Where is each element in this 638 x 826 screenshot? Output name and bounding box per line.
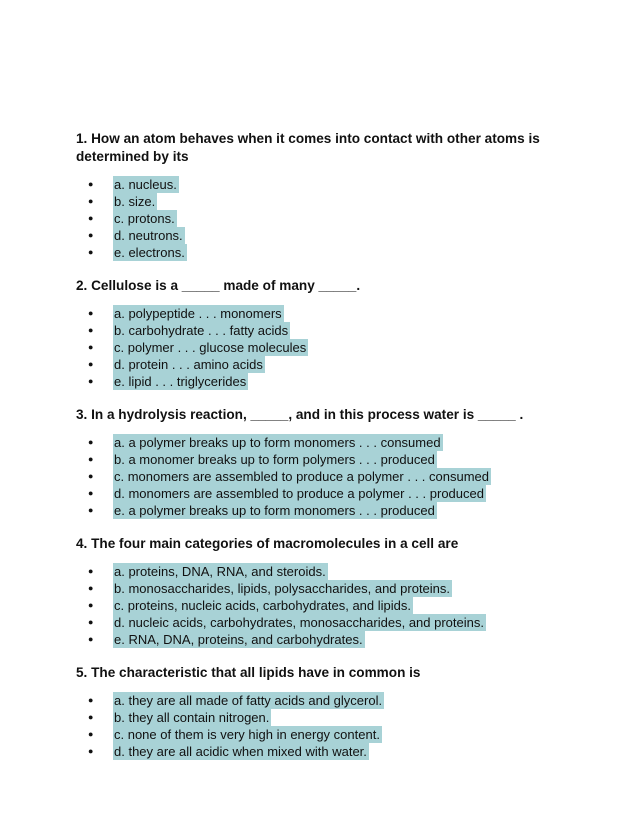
option-text: b. a monomer breaks up to form polymers . . . produced	[114, 452, 435, 467]
option-item	[88, 373, 606, 390]
question-text: 2. Cellulose is a _____ made of many _____.	[76, 278, 361, 293]
option-text: e. RNA, DNA, proteins, and carbohydrates.	[114, 632, 363, 647]
option-text: c. monomers are assembled to produce a polymer . . . consumed	[114, 469, 490, 484]
question-5	[76, 664, 606, 760]
option-text: c. polymer . . . glucose molecules	[114, 340, 307, 355]
option-item	[88, 176, 606, 193]
bullet-icon: ●	[88, 471, 94, 481]
option-item	[88, 631, 606, 648]
option-text: b. size.	[114, 194, 156, 209]
bullet-icon: ●	[88, 454, 94, 464]
bullet-icon: ●	[88, 617, 94, 627]
bullet-icon: ●	[88, 729, 94, 739]
question-1	[76, 130, 606, 261]
bullet-icon: ●	[88, 488, 94, 498]
option-list	[76, 434, 606, 519]
option-text: e. electrons.	[114, 245, 185, 260]
bullet-icon: ●	[88, 695, 94, 705]
option-item	[88, 502, 606, 519]
option-item	[88, 434, 606, 451]
option-text: e. lipid . . . triglycerides	[114, 374, 247, 389]
question-text: 5. The characteristic that all lipids have in common is	[76, 665, 421, 680]
option-item	[88, 356, 606, 373]
option-text: d. neutrons.	[114, 228, 183, 243]
bullet-icon: ●	[88, 566, 94, 576]
option-item	[88, 451, 606, 468]
bullet-icon: ●	[88, 179, 94, 189]
bullet-icon: ●	[88, 196, 94, 206]
option-text: b. monosaccharides, lipids, polysaccharides, and proteins.	[114, 581, 451, 596]
option-text: b. carbohydrate . . . fatty acids	[114, 323, 289, 338]
option-text: c. proteins, nucleic acids, carbohydrates, and lipids.	[114, 598, 411, 613]
option-text: a. a polymer breaks up to form monomers . . . consumed	[114, 435, 441, 450]
quiz-page	[76, 130, 606, 776]
option-list	[76, 692, 606, 760]
question-text: 1. How an atom behaves when it comes into contact with other atoms is determined by its	[76, 131, 540, 164]
option-item	[88, 485, 606, 502]
option-text: a. polypeptide . . . monomers	[114, 306, 282, 321]
option-item	[88, 210, 606, 227]
bullet-icon: ●	[88, 600, 94, 610]
option-item	[88, 322, 606, 339]
question-2	[76, 277, 606, 390]
option-list	[76, 305, 606, 390]
option-item	[88, 614, 606, 631]
question-4	[76, 535, 606, 648]
option-item	[88, 580, 606, 597]
option-item	[88, 227, 606, 244]
option-item	[88, 193, 606, 210]
bullet-icon: ●	[88, 634, 94, 644]
option-text: c. protons.	[114, 211, 175, 226]
option-text: d. nucleic acids, carbohydrates, monosaccharides, and proteins.	[114, 615, 484, 630]
bullet-icon: ●	[88, 230, 94, 240]
option-text: a. they are all made of fatty acids and glycerol.	[114, 693, 383, 708]
question-3	[76, 406, 606, 519]
bullet-icon: ●	[88, 712, 94, 722]
option-text: b. they all contain nitrogen.	[114, 710, 270, 725]
bullet-icon: ●	[88, 213, 94, 223]
option-item	[88, 305, 606, 322]
option-item	[88, 597, 606, 614]
option-text: a. nucleus.	[114, 177, 177, 192]
bullet-icon: ●	[88, 437, 94, 447]
bullet-icon: ●	[88, 342, 94, 352]
option-text: d. they are all acidic when mixed with water.	[114, 744, 367, 759]
bullet-icon: ●	[88, 308, 94, 318]
bullet-icon: ●	[88, 359, 94, 369]
bullet-icon: ●	[88, 746, 94, 756]
bullet-icon: ●	[88, 247, 94, 257]
option-item	[88, 743, 606, 760]
option-text: e. a polymer breaks up to form monomers . . . produced	[114, 503, 435, 518]
option-item	[88, 692, 606, 709]
option-item	[88, 339, 606, 356]
option-item	[88, 709, 606, 726]
option-item	[88, 726, 606, 743]
option-text: d. protein . . . amino acids	[114, 357, 263, 372]
option-text: a. proteins, DNA, RNA, and steroids.	[114, 564, 326, 579]
option-list	[76, 563, 606, 648]
option-text: d. monomers are assembled to produce a polymer . . . produced	[114, 486, 484, 501]
question-text: 4. The four main categories of macromolecules in a cell are	[76, 536, 459, 551]
question-text: 3. In a hydrolysis reaction, _____, and in this process water is _____ .	[76, 407, 524, 422]
option-list	[76, 176, 606, 261]
option-item	[88, 563, 606, 580]
bullet-icon: ●	[88, 325, 94, 335]
bullet-icon: ●	[88, 376, 94, 386]
option-text: c. none of them is very high in energy content.	[114, 727, 380, 742]
bullet-icon: ●	[88, 583, 94, 593]
option-item	[88, 244, 606, 261]
bullet-icon: ●	[88, 505, 94, 515]
option-item	[88, 468, 606, 485]
